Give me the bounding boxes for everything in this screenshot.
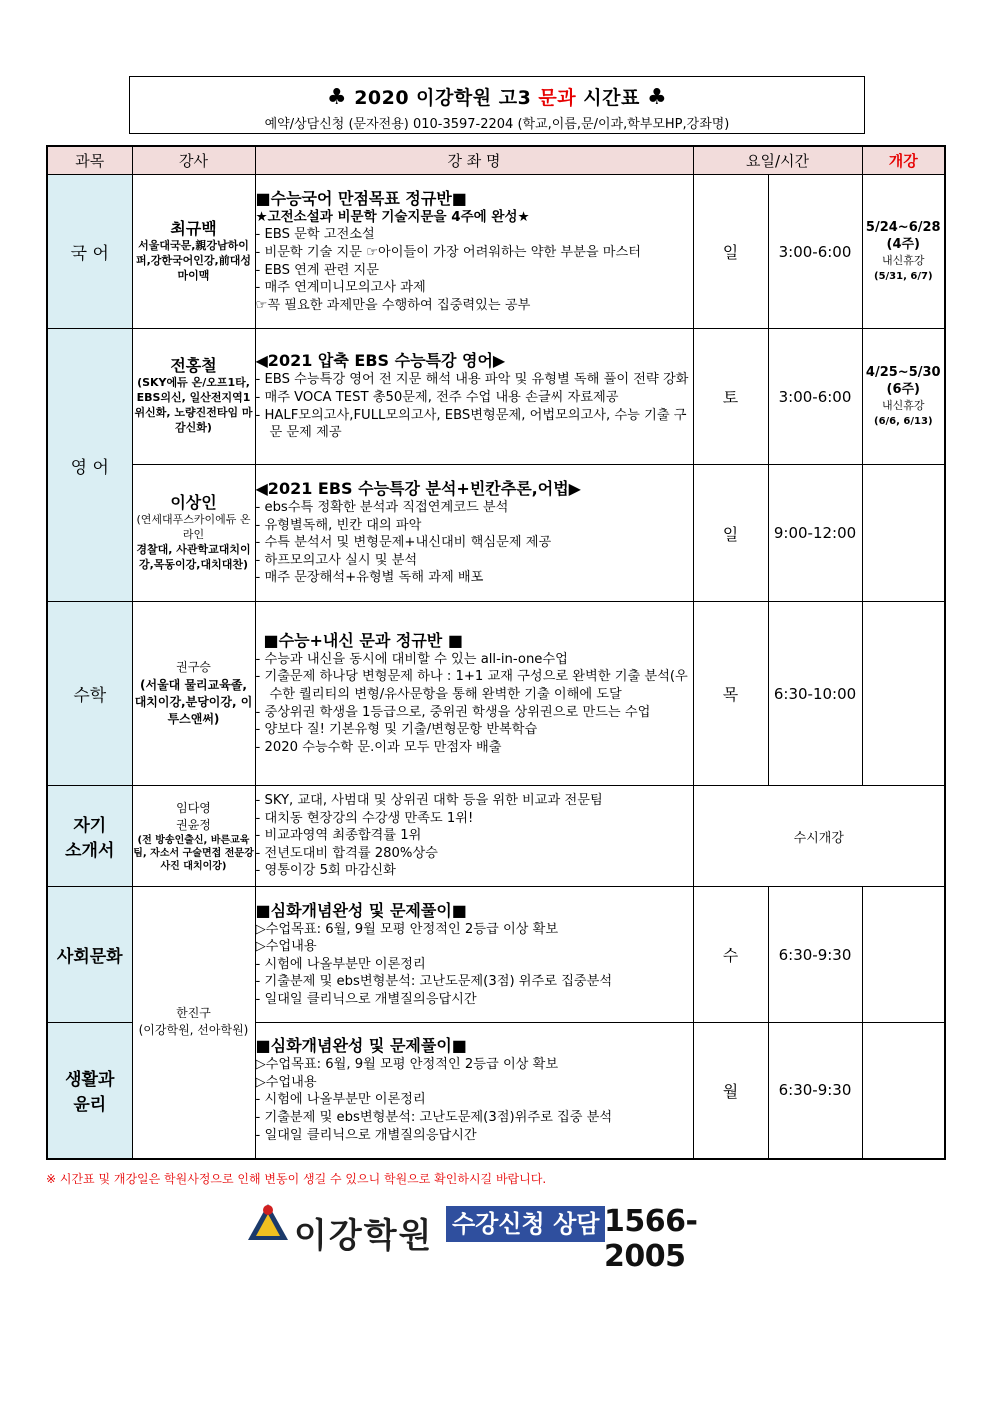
table-row	[47, 329, 945, 465]
list-item: - 시험에 나올부분만 이론정리	[255, 1092, 426, 1108]
table-row	[47, 786, 945, 887]
teacher-name: 임다영	[176, 800, 211, 815]
col-subject: 과목	[47, 146, 132, 175]
time-cell: 9:00-12:00	[768, 465, 862, 602]
teacher-cell	[132, 465, 255, 602]
course-title: ◀2021 압축 EBS 수능특강 영어▶	[255, 351, 506, 371]
teacher-info: (전 방송인출신, 바른교육팀, 자소서 구술면접 전문강사진 대치이강)	[133, 834, 254, 872]
list-item: - ebs수특 정확한 분석과 직접연계코드 분석	[255, 500, 509, 516]
day-cell: 월	[693, 1023, 768, 1159]
list-item: - 하프모의고사 실시 및 분석	[255, 552, 418, 568]
teacher-name: 최규백	[170, 218, 217, 238]
break-dates: (5/31, 6/7)	[874, 270, 933, 282]
phone-number: 1566-2005	[604, 1204, 698, 1274]
table-row	[47, 887, 945, 1023]
open-dates: 5/24~6/28	[865, 219, 941, 235]
break-label: 내신휴강	[882, 398, 925, 412]
list-item: ☞꼭 필요한 과제만을 수행하여 집중력있는 공부	[255, 297, 531, 313]
teacher-cell	[132, 786, 255, 887]
open-dates: 4/25~5/30	[865, 364, 941, 380]
course-cell	[255, 887, 693, 1023]
list-item: - 비교과영역 최종합격률 1위	[255, 828, 422, 844]
list-item: - 양보다 질! 기본유형 및 기출/변형문항 반복학습	[255, 722, 538, 738]
list-item: - EBS 연계 관련 지문	[255, 262, 379, 278]
list-item: - 유형별독해, 빈칸 대의 파악	[255, 517, 422, 533]
open-cell	[862, 329, 945, 465]
subject-cell: 국 어	[47, 175, 132, 329]
open-weeks: (4주)	[886, 236, 921, 252]
teacher-info: (서울대 물리교육졸, 대치이강,분당이강, 이투스앤써)	[134, 677, 253, 726]
course-cell	[255, 175, 693, 329]
open-cell	[862, 602, 945, 786]
teacher-name: 한진구	[176, 1006, 211, 1021]
time-cell: 6:30-9:30	[768, 1023, 862, 1159]
teacher-name: 이상인	[170, 492, 217, 512]
list-item: - 시험에 나올부분만 이론정리	[255, 956, 426, 972]
list-item: - 매주 연계미니모의고사 과제	[255, 280, 426, 296]
open-cell	[862, 175, 945, 329]
list-item: - 수특 분석서 및 변형문제+내신대비 핵심문제 제공	[255, 535, 552, 551]
teacher-info: 경찰대, 사관학교대치이강,목동이강,대치대찬)	[136, 542, 251, 571]
list-item: - SKY, 교대, 사범대 및 상위권 대학 등을 위한 비교과 전문팀	[255, 793, 603, 809]
teacher-info: (이강학원, 선아학원)	[138, 1023, 249, 1038]
subject-cell: 사회문화	[47, 887, 132, 1023]
teacher-info: 서울대국문,親강남하이퍼,강한국어인강,前대성마이맥	[136, 238, 251, 282]
academy-name: 이강학원	[294, 1216, 434, 1256]
table-row	[47, 175, 945, 329]
open-weeks: (6주)	[886, 381, 921, 397]
list-item: - HALF모의고사,FULL모의고사, EBS변형문제, 어법모의고사, 수능 기출 구문 문제 제공	[255, 407, 687, 441]
table-row	[47, 465, 945, 602]
list-item: - EBS 문학 고전소설	[255, 227, 375, 243]
rolling-open-cell: 수시개강	[693, 786, 945, 887]
list-item: ▷수업목표: 6월, 9월 모평 안정적인 2등급 이상 확보	[255, 921, 559, 937]
day-cell: 일	[693, 465, 768, 602]
course-cell	[255, 786, 693, 887]
list-item: - 중상위권 학생을 1등급으로, 중위권 학생을 상위권으로 만드는 수업	[255, 704, 651, 720]
subject-line: 소개서	[65, 841, 115, 861]
course-title: ■심화개념완성 및 문제풀이■	[255, 900, 467, 920]
disclaimer-note: ※ 시간표 및 개강일은 학원사정으로 인해 변동이 생길 수 있으니 학원으로 확인하시길 바랍니다.	[46, 1172, 547, 1186]
enroll-consult-label: 수강신청 상담	[446, 1206, 605, 1242]
table-header-row	[47, 146, 945, 175]
subject-line: 자기	[73, 816, 107, 836]
title-prefix: 2020 이강학원 고3	[354, 87, 539, 109]
list-item: - 일대일 클리닉으로 개별질의응답시간	[255, 1127, 477, 1143]
subject-cell: 영 어	[47, 329, 132, 602]
list-item: ▷수업목표: 6월, 9월 모평 안정적인 2등급 이상 확보	[255, 1057, 559, 1073]
subject-line: 윤리	[73, 1095, 107, 1116]
title-box	[129, 76, 865, 134]
page-subtitle: 예약/상담신청 (문자전용) 010-3597-2204 (학교,이름,문/이과,학부모HP,강좌명)	[264, 117, 730, 132]
subject-line: 생활과	[65, 1070, 115, 1091]
list-item: - 수능과 내신을 동시에 대비할 수 있는 all-in-one수업	[255, 651, 568, 667]
teacher-cell	[132, 887, 255, 1159]
list-item: - 매주 VOCA TEST 총50문제, 전주 수업 내용 손글씨 자료제공	[255, 389, 619, 405]
list-item: - 대치동 현장강의 수강생 만족도 1위!	[255, 810, 474, 826]
course-subtitle: ★고전소설과 비문학 기술지문을 4주에 완성★	[255, 208, 530, 225]
club-icon: ♣	[646, 85, 668, 110]
course-cell	[255, 602, 693, 786]
day-cell: 수	[693, 887, 768, 1023]
footer-banner	[244, 1198, 764, 1274]
open-cell	[862, 887, 945, 1023]
time-cell: 3:00-6:00	[768, 329, 862, 465]
course-cell	[255, 465, 693, 602]
course-cell	[255, 1023, 693, 1159]
subject-cell: 수학	[47, 602, 132, 786]
day-cell: 일	[693, 175, 768, 329]
list-item: - 비문학 기술 지문 ☞아이들이 가장 어려워하는 약한 부분을 마스터	[255, 244, 642, 260]
table-row	[47, 602, 945, 786]
course-cell	[255, 329, 693, 465]
teacher-cell	[132, 602, 255, 786]
day-cell: 목	[693, 602, 768, 786]
course-title: ■심화개념완성 및 문제풀이■	[255, 1036, 467, 1056]
course-title: ■수능국어 만점목표 정규반■	[255, 188, 467, 208]
subject-cell	[47, 786, 132, 887]
teacher-cell	[132, 175, 255, 329]
time-cell: 3:00-6:00	[768, 175, 862, 329]
teacher-name: 전홍철	[170, 356, 217, 375]
page-title	[130, 83, 864, 110]
subject-cell	[47, 1023, 132, 1159]
col-open: 개강	[862, 146, 945, 175]
club-icon: ♣	[326, 85, 348, 110]
list-item: - 기출분제 및 ebs변형분석: 고난도문제(3점)위주로 집중 분석	[255, 1110, 613, 1126]
col-course: 강 좌 명	[255, 146, 693, 175]
break-dates: (6/6, 6/13)	[874, 415, 933, 427]
time-cell: 6:30-10:00	[768, 602, 862, 786]
course-title: ■수능+내신 문과 정규반 ■	[263, 630, 463, 650]
list-item: - 전년도대비 합격률 280%상승	[255, 845, 438, 861]
teacher-name: 권구승	[176, 659, 211, 674]
teacher-cell	[132, 329, 255, 465]
open-cell	[862, 465, 945, 602]
list-item: ▷수업내용	[255, 1074, 317, 1090]
teacher-info: (연세대푸스카이에듀 온라인	[136, 512, 251, 541]
list-item: - 기출분제 및 ebs변형분석: 고난도문제(3점) 위주로 집중분석	[255, 974, 613, 990]
academy-logo-icon	[244, 1200, 292, 1246]
list-item: ▷수업내용	[255, 939, 317, 955]
teacher-info: (SKY에듀 온/오프1타, EBS의신, 일산전지역1위신화, 노량진전타임 마감신화)	[134, 376, 253, 434]
course-title: ◀2021 EBS 수능특강 분석+빈칸추론,어법▶	[255, 479, 581, 499]
open-cell	[862, 1023, 945, 1159]
timetable	[46, 145, 946, 1160]
list-item: - 기출문제 하나당 변형문제 하나 : 1+1 교재 구성으로 완벽한 기출 분석(우수한 퀄리티의 변형/유사문항을 통해 완벽한 기출 이해에 도달	[255, 669, 688, 702]
title-suffix: 시간표	[576, 87, 640, 109]
col-teacher: 강사	[132, 146, 255, 175]
list-item: - EBS 수능특강 영어 전 지문 해석 내용 파악 및 유형별 독해 풀이 전략 강화	[255, 372, 689, 388]
day-cell: 토	[693, 329, 768, 465]
list-item: - 영통이강 5회 마감신화	[255, 863, 396, 879]
col-schedule: 요일/시간	[693, 146, 862, 175]
teacher-name: 권윤정	[176, 817, 211, 832]
list-item: - 일대일 클리닉으로 개별질의응답시간	[255, 991, 477, 1007]
time-cell: 6:30-9:30	[768, 887, 862, 1023]
title-highlight: 문과	[538, 87, 577, 109]
list-item: - 매주 문장해석+유형별 독해 과제 배포	[255, 570, 484, 586]
list-item: - 2020 수능수학 문.이과 모두 만점자 배출	[255, 739, 502, 755]
break-label: 내신휴강	[882, 253, 925, 267]
